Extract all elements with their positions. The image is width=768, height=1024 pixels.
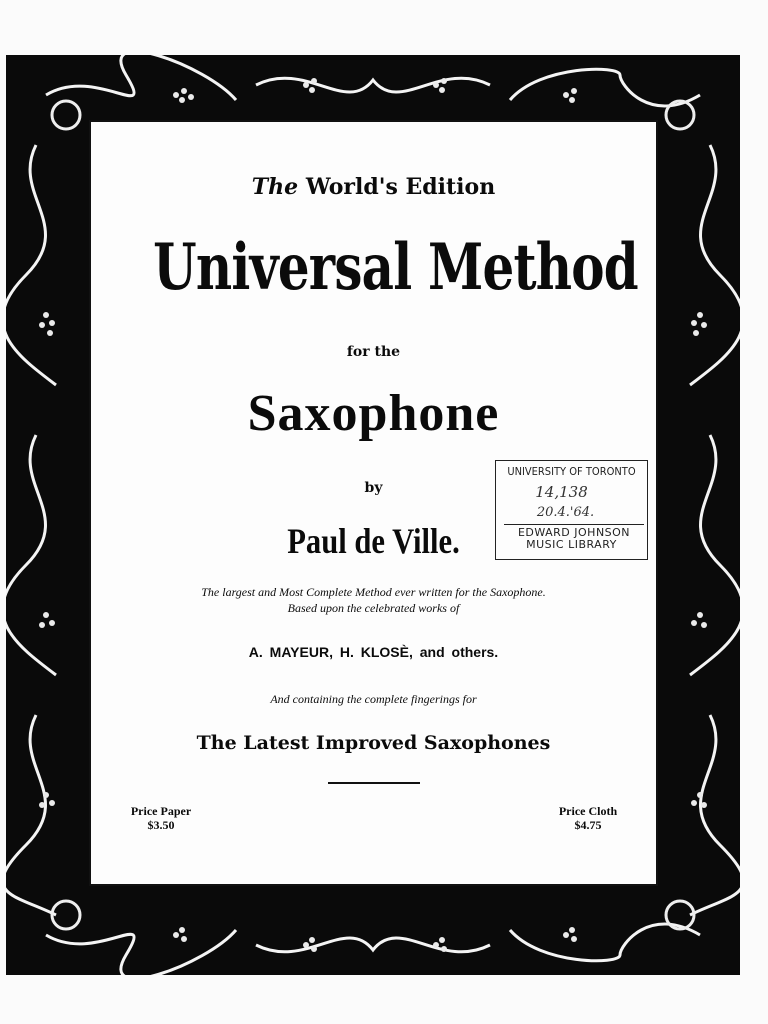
stamp-handwritten-number: 14,138 <box>535 483 588 501</box>
subtitle: The Latest Improved Saxophones <box>196 732 551 754</box>
price-cloth-label: Price Cloth <box>558 804 618 818</box>
edition-prefix: The <box>251 174 299 200</box>
stamp-handwritten-date: 20.4.'64. <box>536 505 595 520</box>
based-on-authors: A. MAYEUR, H. KLOSÈ, and others. <box>248 644 499 660</box>
price-cloth <box>543 804 633 832</box>
edition-line <box>91 174 656 200</box>
stamp-institution: UNIVERSITY OF TORONTO <box>507 465 636 478</box>
containing-line: And containing the complete fingerings for <box>270 692 477 706</box>
edition-text: World's Edition <box>305 174 496 200</box>
stamp-library-line-1: EDWARD JOHNSON <box>504 524 644 539</box>
for-the-label: for the <box>346 344 401 360</box>
description-line-1: The largest and Most Complete Method ever written for the Saxophone. <box>201 585 546 599</box>
price-paper-label: Price Paper <box>130 804 192 818</box>
by-label: by <box>364 480 383 496</box>
price-cloth-value: $4.75 <box>574 818 602 832</box>
author-name: Paul de Ville. <box>287 521 460 561</box>
description-line-2: Based upon the celebrated works of <box>287 601 460 615</box>
divider-rule <box>328 782 420 784</box>
instrument-title: Saxophone <box>247 385 500 442</box>
price-paper-value: $3.50 <box>147 818 175 832</box>
stamp-library-line-2: MUSIC LIBRARY <box>526 538 617 551</box>
library-stamp <box>495 460 648 560</box>
price-paper <box>121 804 201 832</box>
page-title: Universal Method <box>153 230 638 305</box>
